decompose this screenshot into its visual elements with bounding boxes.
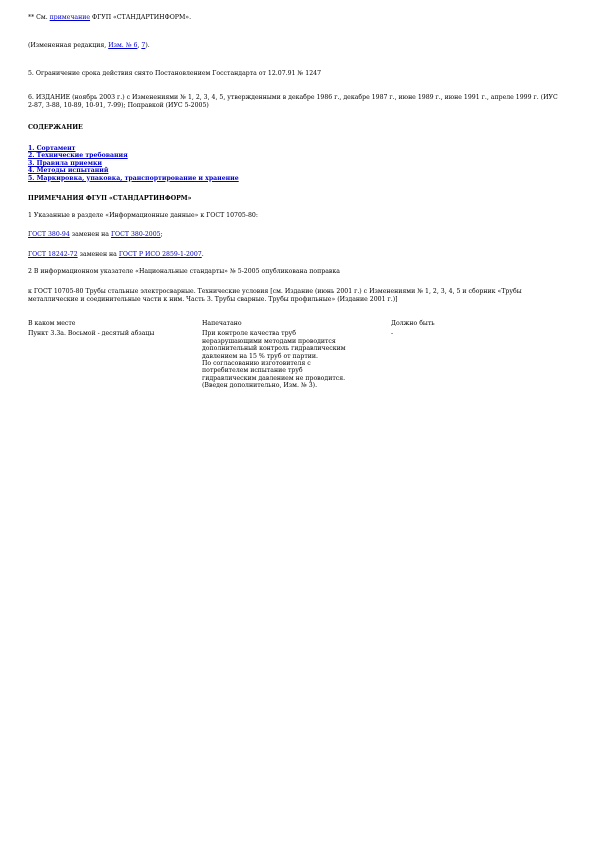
paragraph-6: 6. ИЗДАНИЕ (ноябрь 2003 г.) с Изменениями № 1, 2, 3, 4, 5, утвержденными в декабре 1986 г., декабре 1987 г., июне 1989 г., июне 1991 г., апреле 1999 г. (ИУС 2-87, 3-88, 10-89, 10-91, 7-99); Поправкой (ИУС 5-2005) [28, 94, 558, 110]
amendment-line: (Измененная редакция, Изм. № 6, 7). [28, 42, 150, 49]
izm-link-2[interactable]: 7 [141, 42, 146, 49]
header-where: В каком месте [28, 320, 76, 327]
note-reference: ** См. примечание ФГУП «СТАНДАРТИНФОРМ». [28, 14, 192, 21]
notes-item-1: 1 Указанные в разделе «Информационные данные» к ГОСТ 10705-80: [28, 212, 258, 219]
izm-link-1[interactable]: Изм. № 6 [108, 42, 138, 49]
gost-380-94-link[interactable]: ГОСТ 380-94 [28, 231, 70, 238]
toc-item-3[interactable]: 3. Правила приемки [28, 159, 103, 167]
table-header-row [28, 320, 548, 327]
cell-printed: При контроле качества труб неразрушающими методами проводится дополнительный контроль гидравлическим давлением на 15 % труб от партии. По согласованию изготовителя с потребителем испытание труб гидравлическим давлением не проводится. (Введен дополнительно, Изм. № 3). [202, 330, 346, 390]
gost-18242-72-link[interactable]: ГОСТ 18242-72 [28, 251, 78, 258]
toc-item-1[interactable]: 1. Сортамент [28, 145, 76, 152]
cell-should-be: - [391, 330, 394, 338]
toc-item-2[interactable]: 2. Технические требования [28, 152, 128, 160]
correction-table [28, 320, 548, 390]
toc-item-4[interactable]: 4. Методы испытаний [28, 167, 109, 175]
table-row [28, 327, 548, 389]
gost-r-iso-2859-link[interactable]: ГОСТ Р ИСО 2859-1-2007 [118, 251, 202, 258]
toc-title: СОДЕРЖАНИЕ [28, 124, 83, 131]
gost-380-2005-link[interactable]: ГОСТ 380-2005 [110, 231, 161, 238]
replacement-2: ГОСТ 18242-72 заменен на ГОСТ Р ИСО 2859-1-2007. [28, 251, 204, 258]
header-should-be: Должно быть [391, 320, 435, 327]
notes-item-3: к ГОСТ 10705-80 Трубы стальные электросварные. Технические условия [см. Издание (июнь 2001 г.) с Изменениями № 1, 2, 3, 4, 5 и сборник «Трубы металлические и соединительные части к ним. Часть 3. Трубы сварные. Трубы профильные» (Издание 2001 г.)] [28, 288, 522, 304]
paragraph-5: 5. Ограничение срока действия снято Постановлением Госстандарта от 12.07.91 № 1247 [28, 70, 321, 77]
notes-title: ПРИМЕЧАНИЯ ФГУП «СТАНДАРТИНФОРМ» [28, 195, 192, 202]
table-of-contents [28, 145, 239, 182]
note-link[interactable]: примечание [49, 14, 91, 21]
notes-item-2: 2 В информационном указателе «Национальные стандарты» № 5-2005 опубликована поправка [28, 268, 340, 275]
toc-item-5[interactable]: 5. Маркировка, упаковка, транспортирование и хранение [28, 174, 239, 182]
cell-where: Пункт 3.3а. Восьмой - десятый абзацы [28, 330, 155, 338]
replacement-1: ГОСТ 380-94 заменен на ГОСТ 380-2005; [28, 231, 163, 238]
header-printed: Напечатано [202, 320, 242, 327]
